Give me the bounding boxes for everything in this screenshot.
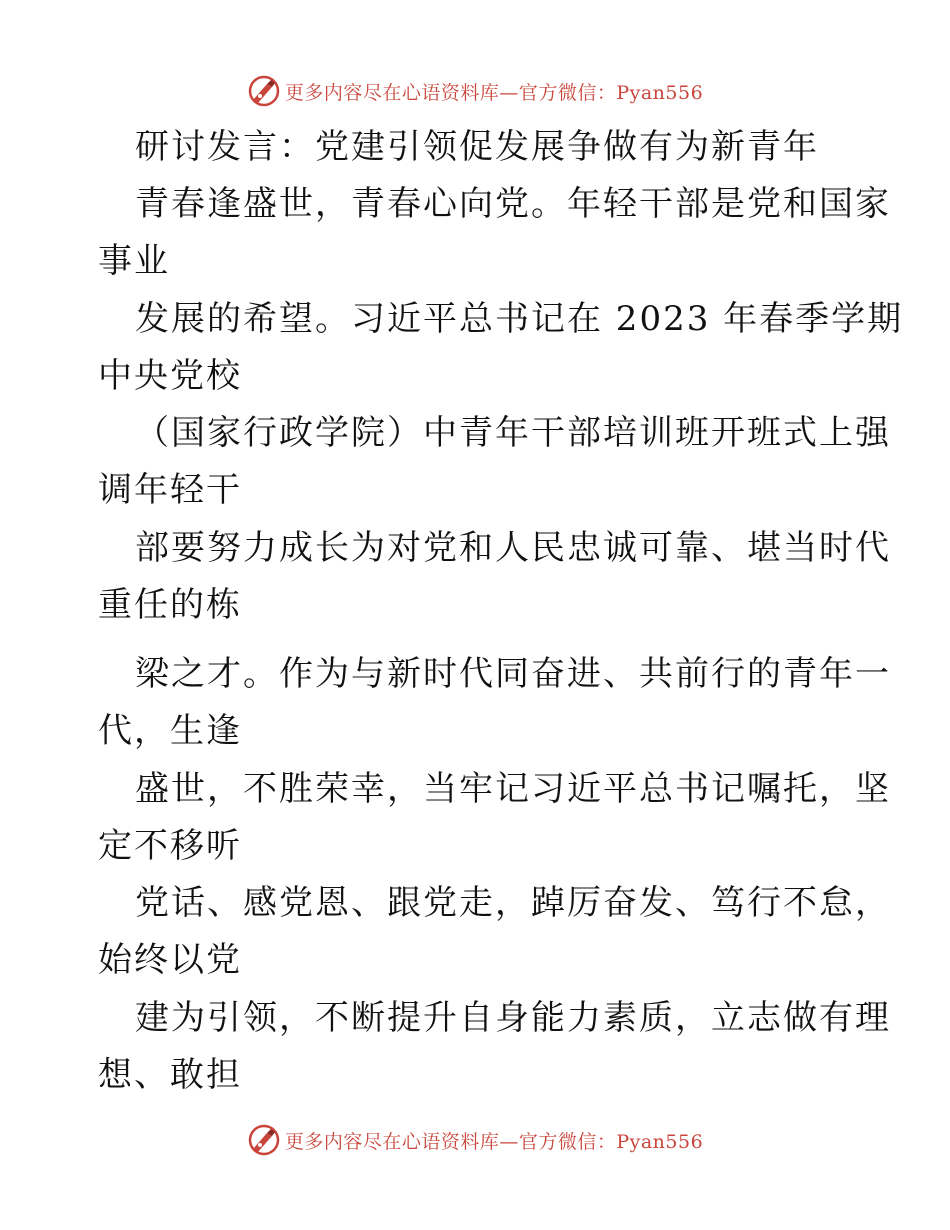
paragraph-line: 事业 [98,241,170,281]
paragraph-line: 代，生逢 [98,711,242,751]
paragraph-line: 建为引领，不断提升自身能力素质，立志做有理 [135,998,891,1038]
paragraph-line: 梁之才。作为与新时代同奋进、共前行的青年一 [135,654,891,694]
banner-text [285,1127,703,1154]
banner-contact: 官方微信：Pyan556 [518,1130,704,1153]
banner-contact: 官方微信：Pyan556 [518,81,704,104]
paragraph-line: 中央党校 [98,356,242,396]
paragraph-line: 盛世，不胜荣幸，当牢记习近平总书记嘱托，坚 [135,769,891,809]
paragraph-line: 发展的希望。习近平总书记在 2023 年春季学期 [135,299,904,339]
paragraph-line: 始终以党 [98,940,242,980]
banner-slogan: 更多内容尽在心语资料库 [284,1130,500,1153]
paragraph-line: （国家行政学院）中青年干部培训班开班式上强 [135,413,891,453]
paragraph-line: 调年轻干 [98,470,242,510]
paragraph-line: 重任的栋 [98,585,242,625]
banner-separator: — [499,81,519,104]
paragraph-line: 部要努力成长为对党和人民忠诚可靠、堪当时代 [135,528,891,568]
banner-slogan: 更多内容尽在心语资料库 [284,81,500,104]
paragraph-line: 党话、感党恩、跟党走，踔厉奋发、笃行不怠， [135,883,891,923]
document-title: 研讨发言：党建引领促发展争做有为新青年 [135,127,819,167]
banner-separator: — [499,1130,519,1153]
pen-logo-icon [247,1123,281,1157]
paragraph-line: 想、敢担 [98,1055,242,1095]
paragraph-line: 青春逢盛世，青春心向党。年轻干部是党和国家 [135,184,891,224]
footer-banner [0,1120,950,1160]
paragraph-line: 定不移听 [98,826,242,866]
